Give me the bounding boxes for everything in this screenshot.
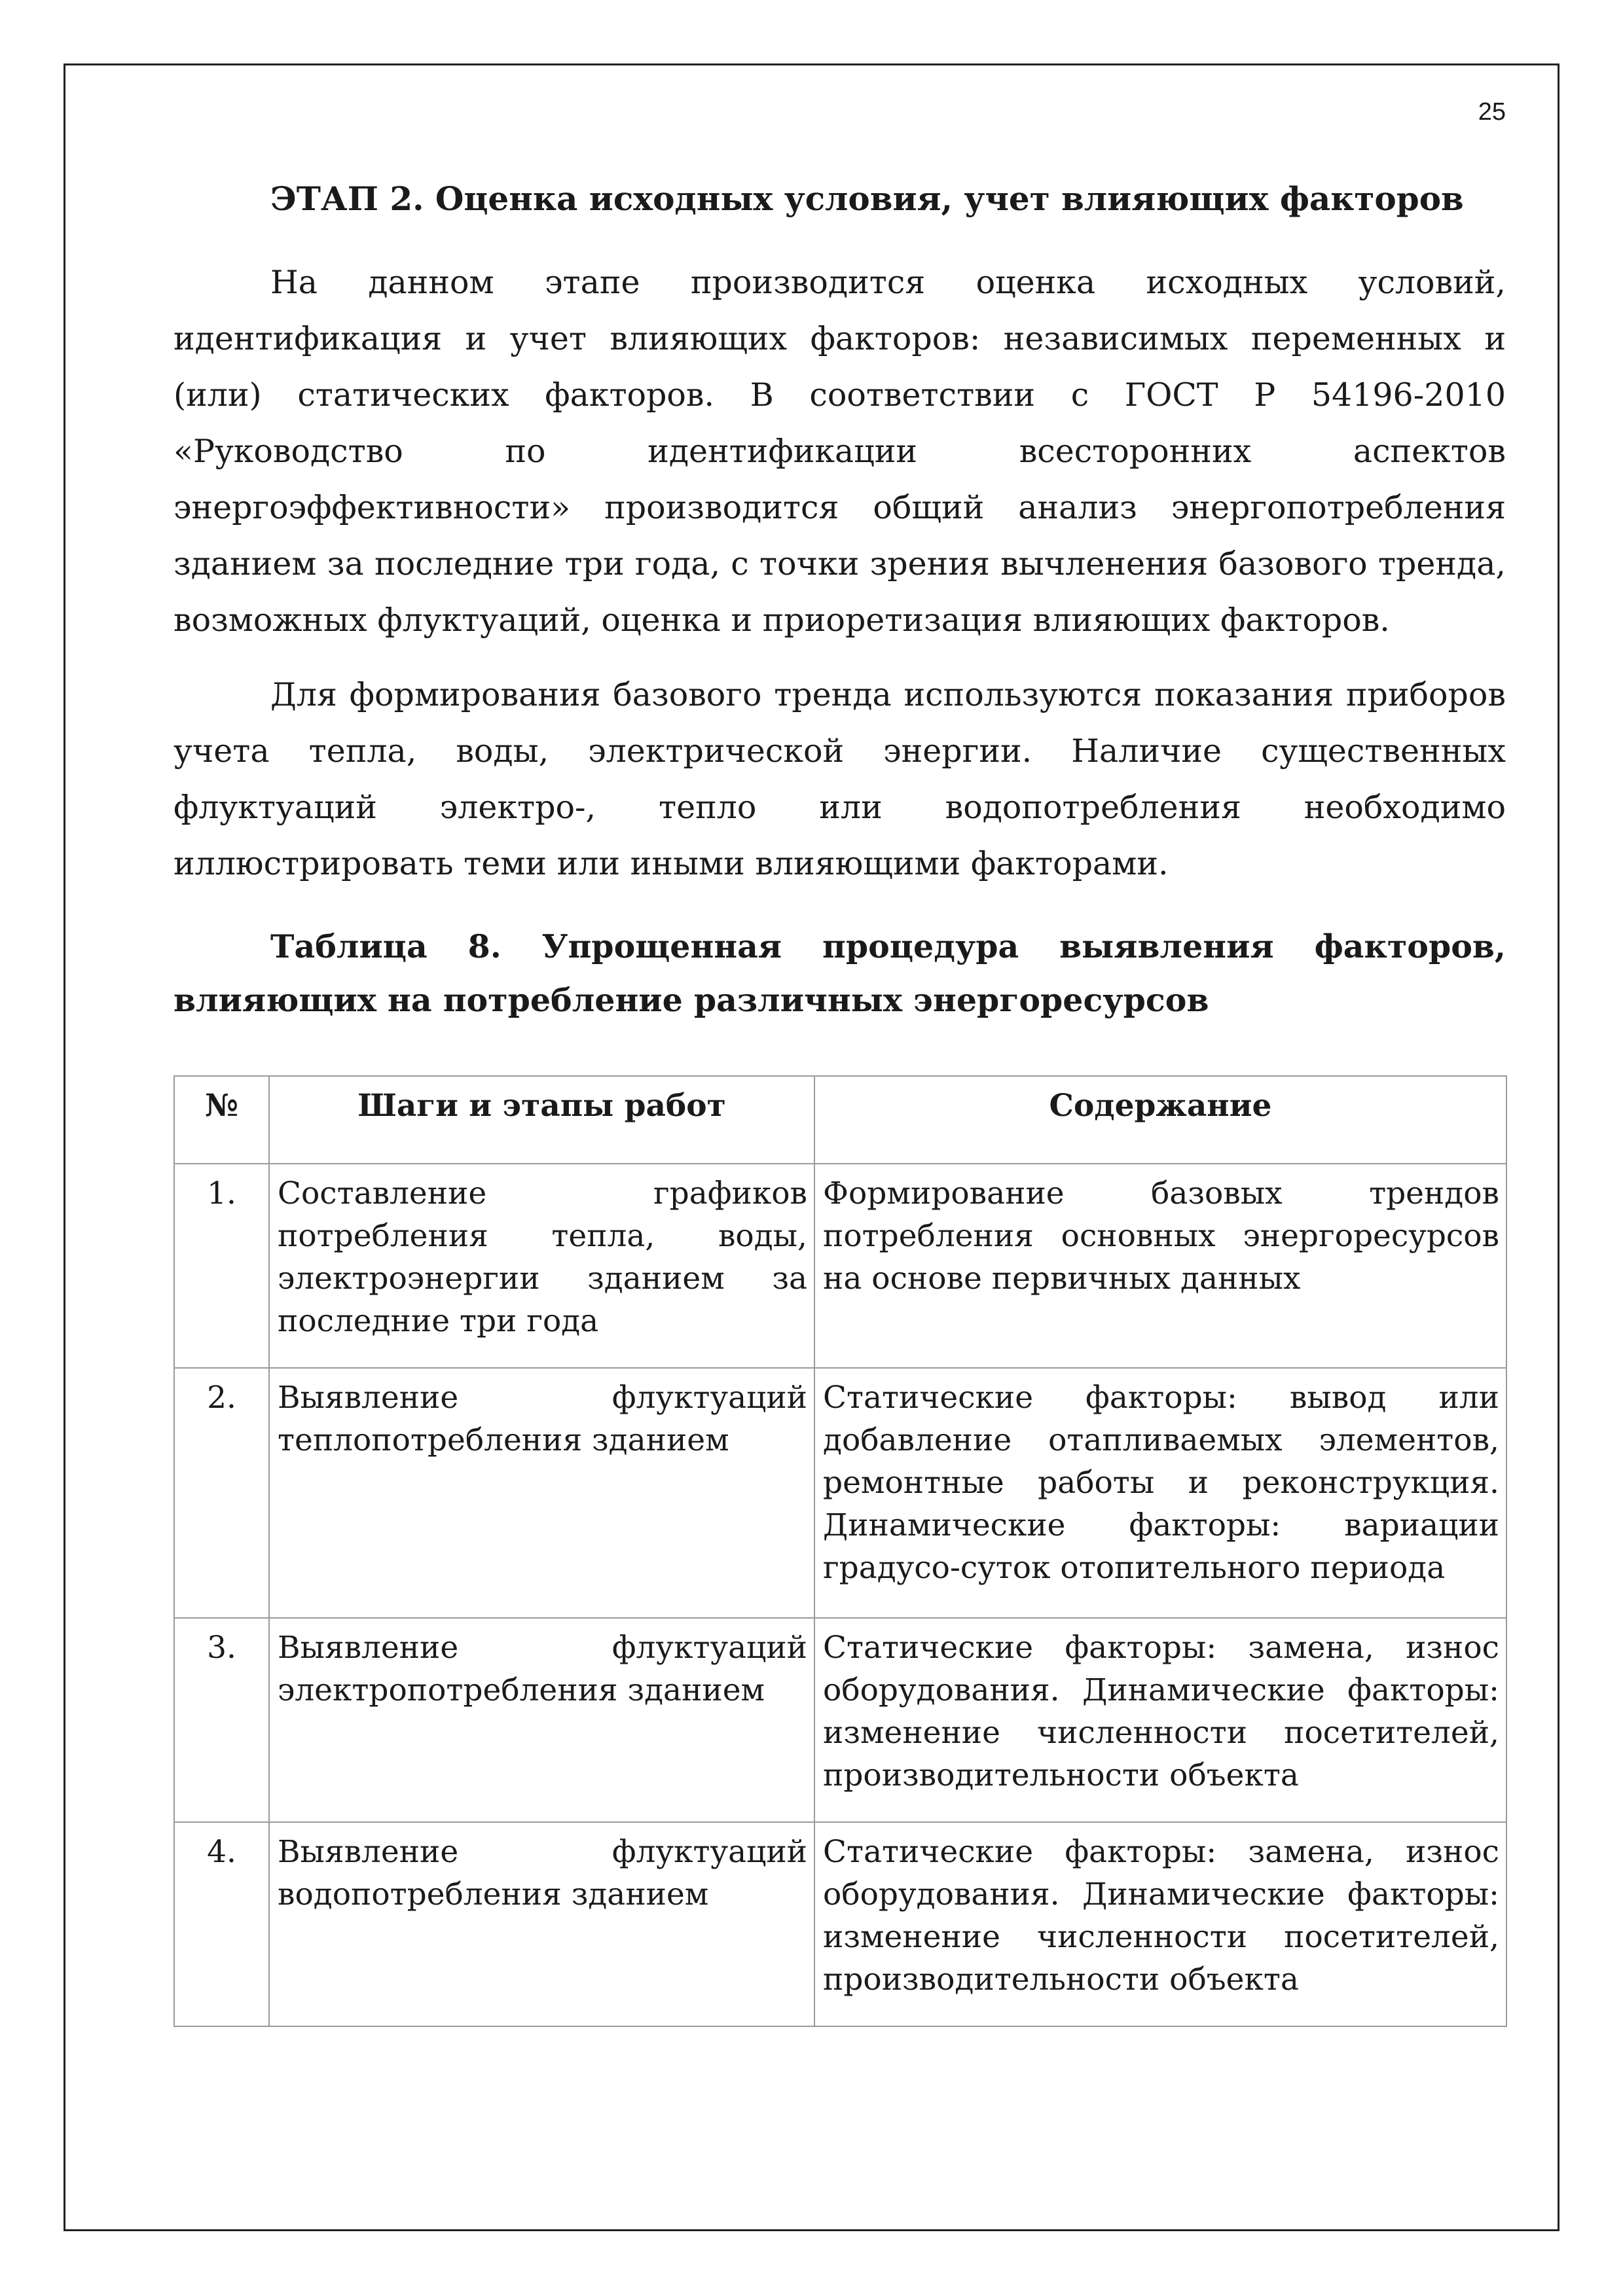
paragraph-base-trend: Для формирования базового тренда используются показания приборов учета тепла, воды, электрической энергии. Наличие существенных флуктуаций электро-, тепло или водопотребления необходимо иллюстрировать теми или иными влияющими факторами. <box>173 676 1506 882</box>
row-number: 1. <box>174 1164 269 1368</box>
factors-table <box>173 1075 1507 2027</box>
row-step: Составление графиков потребления тепла, воды, электроэнергии зданием за последние три года <box>269 1164 814 1368</box>
page-content <box>173 173 1506 2027</box>
paragraph-initial-conditions: На данном этапе производится оценка исходных условий, идентификация и учет влияющих факторов: независимых переменных и (или) статических факторов. В соответствии с ГОСТ Р 54196-2010 «Руководство по идентификации всесторонних аспектов энергоэффективности» производится общий анализ энергопотребления зданием за последние три года, с точки зрения вычленения базового тренда, возможных флуктуаций, оценка и приоретизация влияющих факторов. <box>173 264 1506 639</box>
table-row <box>174 1368 1506 1618</box>
row-step: Выявление флуктуаций водопотребления зданием <box>269 1822 814 2026</box>
row-content: Статические факторы: вывод или добавление отапливаемых элементов, ремонтные работы и реконструкция. Динамические факторы: вариации градусо-суток отопительного периода <box>814 1368 1506 1618</box>
header-steps: Шаги и этапы работ <box>269 1076 814 1164</box>
header-content: Содержание <box>814 1076 1506 1164</box>
table-header-row <box>174 1076 1506 1164</box>
row-content: Формирование базовых трендов потребления основных энергоресурсов на основе первичных данных <box>814 1164 1506 1368</box>
row-number: 3. <box>174 1618 269 1822</box>
section-heading: ЭТАП 2. Оценка исходных условия, учет влияющих факторов <box>270 179 1464 218</box>
page-number: 25 <box>1478 98 1506 126</box>
table-caption: Таблица 8. Упрощенная процедура выявления факторов, влияющих на потребление различных энергоресурсов <box>173 927 1506 1019</box>
row-number: 2. <box>174 1368 269 1618</box>
row-step: Выявление флуктуаций теплопотребления зданием <box>269 1368 814 1618</box>
table-row <box>174 1822 1506 2026</box>
row-number: 4. <box>174 1822 269 2026</box>
table-row <box>174 1618 1506 1822</box>
table-row <box>174 1164 1506 1368</box>
row-content: Статические факторы: замена, износ оборудования. Динамические факторы: изменение численности посетителей, производительности объекта <box>814 1618 1506 1822</box>
row-content: Статические факторы: замена, износ оборудования. Динамические факторы: изменение численности посетителей, производительности объекта <box>814 1822 1506 2026</box>
header-number: № <box>174 1076 269 1164</box>
row-step: Выявление флуктуаций электропотребления зданием <box>269 1618 814 1822</box>
